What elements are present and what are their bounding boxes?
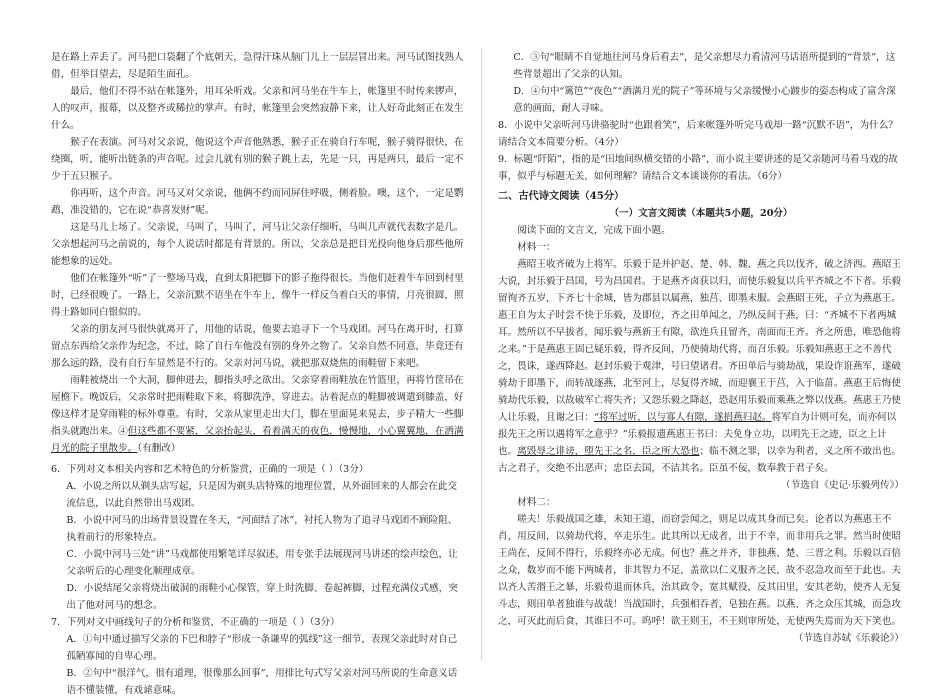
- section-2-title: 二、古代诗文阅读（45分）: [498, 190, 625, 202]
- underlined-sentence-1: “将军过听，以与寡人有隙，遂捐燕归赵。: [593, 412, 772, 423]
- material-1-source: （节选自《史记·乐毅列传》）: [781, 480, 904, 491]
- passage-paragraph: 猴子在表演。河马对父亲说，他说这个声音他熟悉，猴子正在骑自行车呢，猴子骑得很快，在绕圈，听，能听出链条的声音呢。过会儿就有别的猴子跳上去，先是一只，再是两只，最后一定不少于五只猴子。: [51, 137, 464, 182]
- passage-paragraph: [51, 372, 465, 457]
- question-8: 8．小说中父亲听河马讲骆驼时“也跟着笑”，后来帐篷外听完马戏却一路“沉默不语”，为什么？请结合文本简要分析。（4分）: [498, 120, 898, 148]
- passage-text: 雨鞋被烧出一个大洞，脚伸进去，脚指头呼之欲出。父亲穿着雨鞋放在竹篮里，再将竹筐吊在屋檐下。晚饭后，父亲常时把雨鞋取下来，将脚洗净，穿进去。沾着泥点的鞋脚被调遣到膝盖，好像这样才是穿雨鞋的标外尊重。有时，父亲从家里走出大门，脚在里面晃来晃去，步子精大一些脚指头就跑出来。: [51, 375, 464, 437]
- passage-note: （有删改）: [137, 443, 181, 454]
- material-1-text-part: 将军自为计则可矣，而亦何以报先王之所以遇将军之意乎？”乐毅报遗燕惠王书曰：夫免身立功，以明先王之迹，臣之上计也。: [498, 412, 897, 457]
- material-1-text-part: 燕昭王收齐破为上将军。乐毅于是并护赵、楚、韩、魏、燕之兵以伐齐，破之济西。燕昭王大说，封乐毅于昌国，号为昌国君。于是燕齐卤获以归，而使乐毅复以兵平齐城之不下者。乐毅留徇齐五岁，下齐七十余城，皆为郡县以属燕，独莒、即墨未服。会燕昭王死，子立为燕惠王。惠王自为太子时尝不快于乐毅，及即位，齐之田单闻之，乃纵反间于燕，曰：“齐城不下者两城耳。然所以不早拔者，闻乐毅与燕新王有隙，欲连兵且留齐，南面而王齐。齐之所患，唯恐他将之来。”于是燕惠王固已疑乐毅，得齐反间，乃使骑劫代将，而召乐毅。乐毅知燕惠王之不善代之，畏诛，遂西降赵。赵封乐毅于观津，号曰望诸君。齐田单后与骑劫战，果设诈诳燕军，遂破骑劫于即墨下，而转战逐燕，北至河上，尽复得齐城，而迎襄王于莒，入于临菑。燕惠王后悔使骑劫代乐毅，以故破军亡将失齐；又怨乐毅之降赵，恐赵用乐毅而乘燕之弊以伐燕。燕惠王乃使人让乐毅，且谢之曰：: [498, 259, 901, 423]
- question-7-option-b: B．②句中“很洋气，很有道理，很像那么回事”，用排比句式写父亲对河马所说的生命意义话语不懂装懂，有戏谑意味。: [66, 668, 458, 696]
- passage-paragraph: 这是马儿上场了。父亲说，马叫了，马叫了，河马让父亲仔细听，马叫几声就代表数字是几。父亲想起河马之前说的，每个人说话时都是有背景的。所以，父亲总是把目光投向他身后那些他所能想象的远处。: [51, 222, 464, 267]
- question-6-option-b: B．小说中河马的出场背景设置在冬天，“河面结了冰”，衬托人物为了追寻马戏团不顾险阻、执着前行的形象特点。: [66, 515, 458, 543]
- passage-paragraph: 最后，他们不得不站在帐篷外，用耳朵听戏。父亲和河马坐在牛车上，帐篷里不时传来锣声，人的叹声，报幕，以及整齐或稀拉的掌声。有时，帐篷里会突然寂静下来，让人好奇此刻正在发生什么。: [51, 86, 464, 131]
- question-6-stem: 6．下列对文本相关内容和艺术特色的分析鉴赏，正确的一项是（ ）（3分）: [51, 464, 369, 475]
- material-1-text: [498, 256, 904, 477]
- question-6-option-a: A．小说之所以从剃头店写起，只是因为剃头店特殊的地理位置，从外面回来的人都会在此交流信息，以此自然带出马戏团。: [66, 481, 458, 509]
- material-2-label: 材料二：: [517, 497, 556, 508]
- material-1-label: 材料一：: [517, 242, 556, 253]
- question-6-option-c: C．小说中河马三处“讲”马戏都使用繁笔详尽叙述，用专张手法展现河马讲述的绘声绘色，让父亲听后的心理变化顺理成章。: [66, 549, 458, 577]
- question-7-option-c: C．③句“眼睛不自觉地往河马身后看去”，是父亲想尽力看清河马话语所提到的“背景”，这些背景超出了父亲的认知。: [513, 52, 896, 80]
- question-7-option-a: A．①句中通过描写父亲的下巴和脖子“形成一条谦卑的弧线”这一细节，表现父亲此时对自己孤陋寡闻的自卑心理。: [66, 634, 458, 662]
- underlined-sentence-4: 但这些都不要紧，父亲抬起头，看着满天的夜色，慢慢地，小心翼翼地，在洒满月光的院子里散步。: [51, 426, 464, 454]
- underlined-sentence-2: 离毁辱之诽谤，堕先王之名，臣之所大恐也: [517, 446, 700, 457]
- sentence-marker: ④: [118, 426, 128, 437]
- material-1-text-part: ；临不测之罪，以幸为利者，义之所不敢出也。古之君子，交绝不出恶声；忠臣去国，不洁其名。臣虽不佞，数奉教于君子矣。: [498, 446, 901, 474]
- reading-instruction: 阅读下面的文言文，完成下面小题。: [517, 225, 671, 236]
- material-2-source: （节选自苏轼《乐毅论》）: [793, 633, 904, 644]
- question-6-option-d: D．小说结尾父亲将烧出破洞的雨鞋小心保管，穿上时洗脚、卷起裤脚，过程充满仪式感，突出了他对河马的想念。: [66, 583, 458, 611]
- left-column: [51, 49, 465, 699]
- passage-paragraph: 是在路上弄丢了。河马把口袋翻了个底朝天，急得汗珠从脑门儿上一层层冒出来。河马试图找熟人借，但举目望去，尽是陌生面孔。: [51, 52, 464, 80]
- subsection-title: （一）文言文阅读（本题共5小题，20分）: [609, 208, 793, 219]
- passage-paragraph: 他们在帐篷外“听”了一整场马戏，直到太阳把脚下的影子拖得很长。当他们赶着牛车回到村里时，已经很晚了。一路上，父亲沉默不语坐在牛车上，像牛一样反刍着白天的事情，月亮很圆，照得土路如同白银似的。: [51, 273, 464, 318]
- passage-paragraph: 父亲的朋友河马很快就离开了，用他的话说，他要去追寻下一个马戏团。河马在离开时，打算留点东西给父亲作为纪念，不过，除了自行车他没有别的身外之物了。父亲自然不同意，毕竟还有那么远的路，没有自行车显然是不行的。父亲对河马说，就把那双烧焦的雨鞋留下来吧。: [51, 324, 464, 369]
- passage-paragraph: 你再听，这个声音。河马又对父亲说，他俩不约而同屏住呼吸，侧着脸。噢，这个，一定是鹦鹉，准没错的，它在说“恭喜发财”呢。: [51, 188, 464, 216]
- column-divider: [481, 48, 482, 660]
- right-column: [498, 49, 904, 647]
- material-2-text: 嗟夫！乐毅战国之雄，未知王道，而窃尝闻之，则足以成其身而已矣。论者以为燕惠王不肖，用反间，以骑劫代将，卒走乐生。此其所以无成者，出于不幸，而非用兵之罪。然当时使昭王尚在，反间不得行，乐毅终亦必无成。何也？燕之并齐，非独燕、楚、三晋之利。乐毅以百倍之众，数岁而不能下两城者，非其智力不足，盖欲以仁义服齐之民，故不忍急攻而至于此也。夫以齐人苦湣王之暴，乐毅苟退而休兵，治其政令，宽其赋役，反其田里，安其老幼，使齐人无复斗志，则田单者独谁与战哉！当战国时，兵强相吞者，皂独在燕。以燕、齐之众压其城，而急攻之，可灭此而后食，其谁曰不可。呜呼！欲王则王，不王则审所处，无使两失焉而为天下笑也。: [498, 514, 901, 627]
- question-7-stem: 7．下列对文中画线句子的分析和鉴赏，不正确的一项是（ ）（3分）: [51, 617, 340, 628]
- question-9: 9．标题“阡陌”，指的是“田地间纵横交错的小路”，而小说主要讲述的是父亲随河马看马戏的故事，似乎与标题无关，如何理解？请结合文本谈谈你的看法。（6分）: [498, 154, 898, 182]
- question-7-option-d: D．④句中“篱笆”“夜色”“洒满月光的院子”等环境与父亲缓慢小心踱步的姿态构成了富含深意的画面，耐人寻味。: [513, 86, 896, 114]
